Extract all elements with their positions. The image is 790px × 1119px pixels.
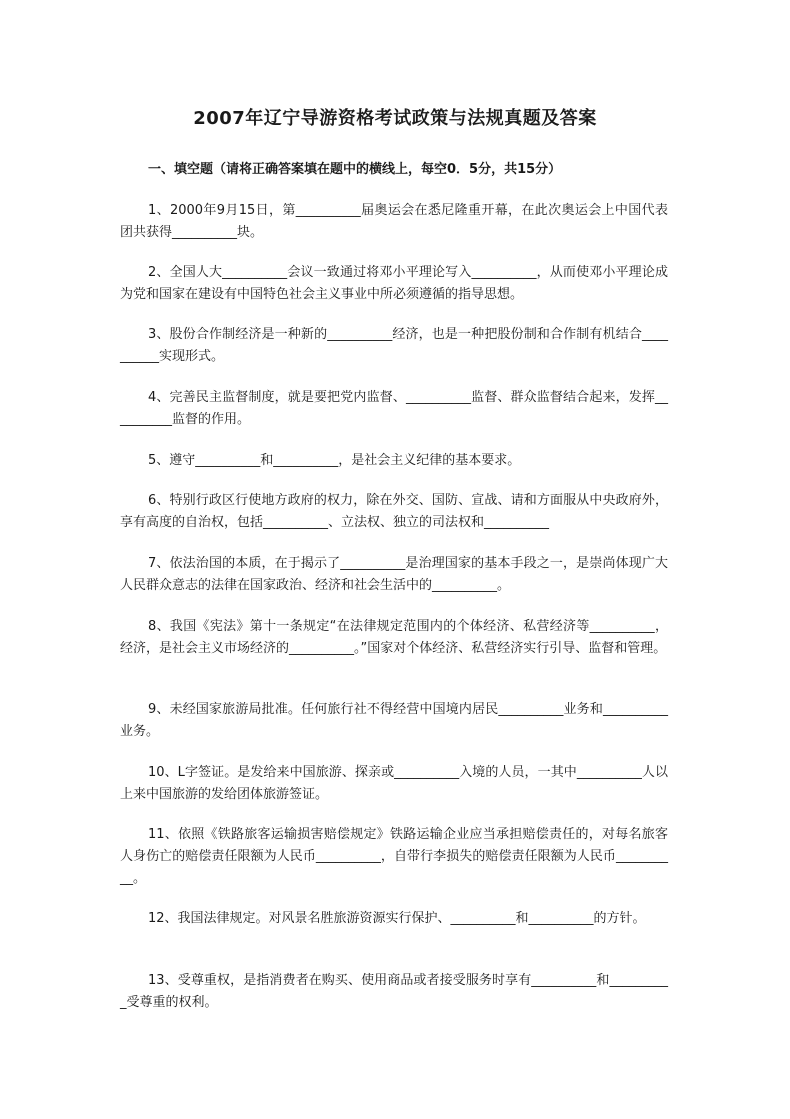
document-title: 2007年辽宁导游资格考试政策与法规真题及答案 (193, 108, 597, 129)
question-5: 5、遵守__________和__________，是社会主义纪律的基本要求。 (148, 453, 521, 468)
question-2: 2、全国人大__________会议一致通过将邓小平理论写入__________，从而使邓小平理论成为党和国家在建设有中国特色社会主义事业中所必须遵循的指导思想。 (120, 265, 668, 302)
question-11: 11、依照《铁路旅客运输损害赔偿规定》铁路运输企业应当承担赔偿责任的，对每名旅客人身伤亡的赔偿责任限额为人民币__________，自带行李损失的赔偿责任限额为人民币__________。 (120, 827, 668, 886)
question-1: 1、2000年9月15日，第__________届奥运会在悉尼隆重开幕，在此次奥运会上中国代表团共获得__________块。 (120, 203, 668, 240)
question-4: 4、完善民主监督制度，就是要把党内监督、__________监督、群众监督结合起来，发挥__________监督的作用。 (120, 390, 668, 427)
question-10: 10、L字签证。是发给来中国旅游、探亲或__________入境的人员，一其中__________人以上来中国旅游的发给团体旅游签证。 (120, 765, 668, 802)
question-9: 9、未经国家旅游局批准。任何旅行社不得经营中国境内居民__________业务和__________业务。 (120, 702, 668, 739)
question-3: 3、股份合作制经济是一种新的__________经济，也是一种把股份制和合作制有机结合__________实现形式。 (120, 327, 668, 364)
question-13: 13、受尊重权，是指消费者在购买、使用商品或者接受服务时享有__________和__________受尊重的权利。 (120, 973, 668, 1010)
question-7: 7、依法治国的本质，在于揭示了__________是治理国家的基本手段之一，是崇尚体现广大人民群众意志的法律在国家政治、经济和社会生活中的__________。 (120, 556, 668, 593)
question-6: 6、特别行政区行使地方政府的权力，除在外交、国防、宣战、请和方面服从中央政府外，享有高度的自治权，包括__________、立法权、独立的司法权和__________ (120, 493, 668, 530)
question-8: 8、我国《宪法》第十一条规定“在法律规定范围内的个体经济、私营经济等__________，经济，是社会主义市场经济的__________。”国家对个体经济、私营经济实行引导、监督和管理。 (120, 619, 668, 656)
question-12: 12、我国法律规定。对风景名胜旅游资源实行保护、__________和__________的方针。 (148, 911, 646, 926)
section-heading: 一、填空题（请将正确答案填在题中的横线上，每空0．5分，共15分） (148, 162, 562, 177)
